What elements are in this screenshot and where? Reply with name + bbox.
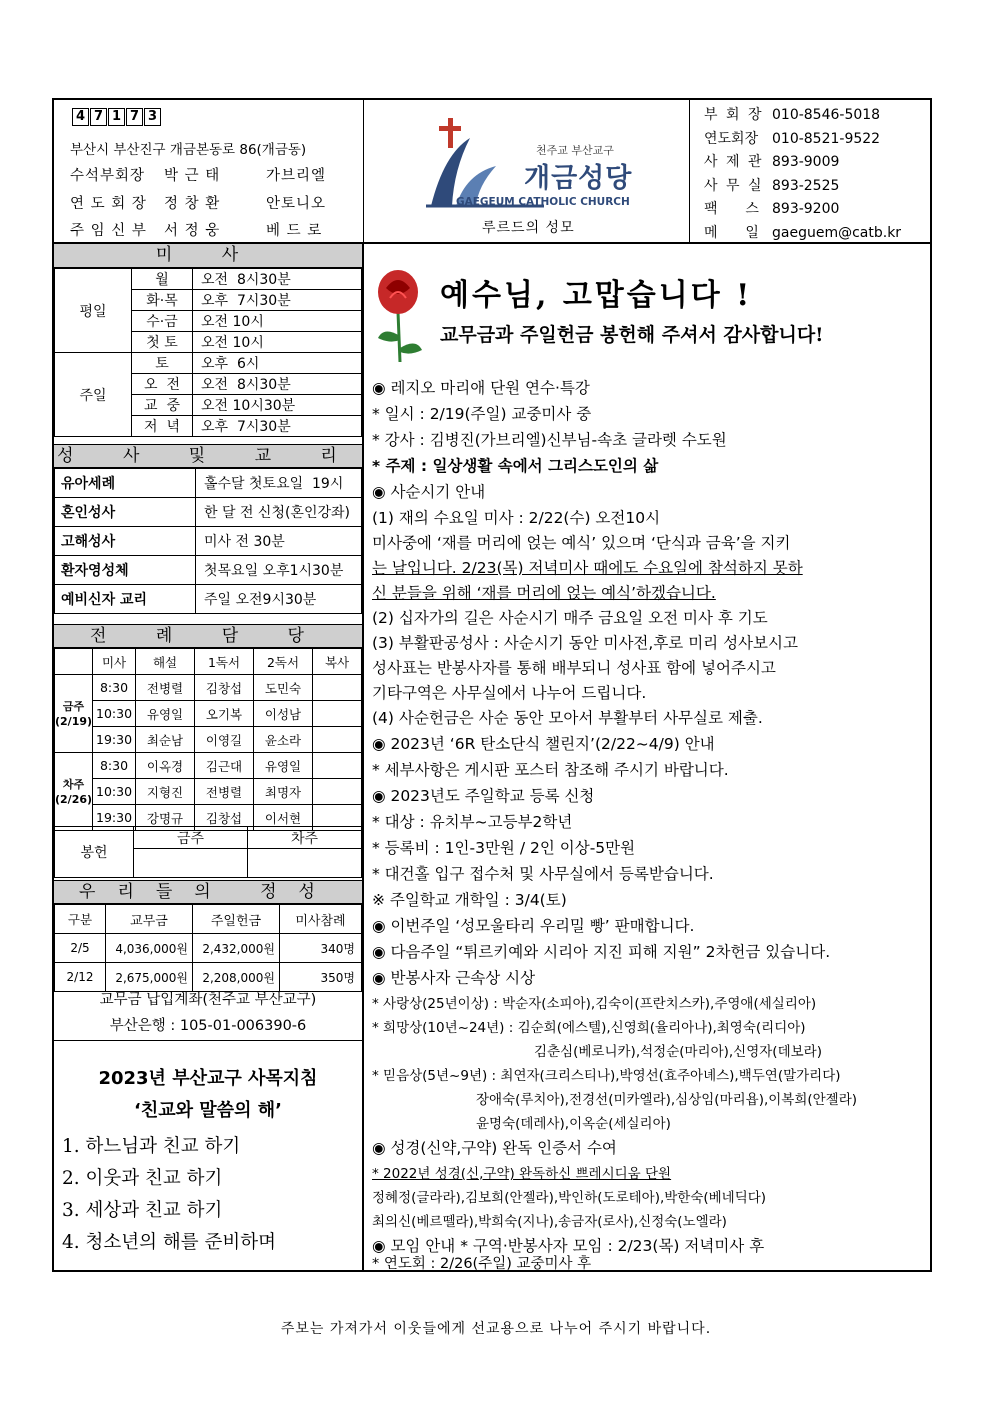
cell-text: 오후 7시30분: [193, 290, 362, 311]
address: 부산시 부산진구 개금본동로 86(개금동): [70, 142, 307, 158]
cell-text: [313, 753, 362, 779]
contact-block: [690, 100, 930, 244]
cell-text: 893-9009: [772, 154, 840, 170]
cell-text: 베 드 로: [266, 223, 323, 239]
contact-row: [704, 151, 839, 171]
cell-text: 2,208,000원: [193, 963, 280, 992]
cell-text: [313, 701, 362, 727]
cell-text: 팩 스: [704, 201, 761, 217]
cell-text: 최명자: [254, 779, 313, 805]
cell-text: 첫목요일 오후1시30분: [196, 556, 362, 585]
cell-text: 사 무 실: [704, 178, 764, 194]
cell-text: 미사: [93, 649, 136, 675]
cell-text: 4,036,000원: [106, 934, 193, 963]
bulletin-page: [52, 98, 932, 1272]
cell-text: 오후 6시: [193, 353, 362, 374]
cell-text: 최순남: [136, 727, 195, 753]
cell-text: 이영길: [195, 727, 254, 753]
cell-text: 토: [132, 353, 193, 374]
cell-text: 2,675,000원: [106, 963, 193, 992]
pastoral-item: 1. 하느님과 친교 하기: [62, 1136, 241, 1157]
notice-line: * 대상 : 유치부~고등부2학년: [372, 813, 573, 831]
officer-row: [70, 164, 326, 185]
cell-text: 메 일: [704, 225, 761, 241]
cell-text: 유영일: [136, 701, 195, 727]
notice-line: * 강사 : 김병진(가브리엘)신부님-속초 글라렛 수도원: [372, 431, 727, 449]
cell-text: 3: [144, 108, 161, 126]
notice-line: ◉ 사순시기 안내: [372, 483, 486, 501]
cell-text: 김근대: [195, 753, 254, 779]
cell-text: 고해성사: [55, 527, 196, 556]
cell-text: 893-2525: [772, 178, 840, 194]
cell-text: 연 도 회 장: [70, 196, 147, 212]
cell-text: 010-8521-9522: [772, 131, 881, 147]
pastoral-item: 2. 이웃과 친교 하기: [62, 1168, 223, 1189]
cell-text: 010-8546-5018: [772, 107, 881, 123]
cell-text: 1독서: [195, 649, 254, 675]
logo-title: 개금성당: [524, 163, 633, 194]
cell-text: 미사참례: [280, 905, 362, 934]
thanks-subheadline: 교무금과 주일헌금 봉헌해 주셔서 감사합니다!: [440, 324, 824, 346]
cell-text: 예비신자 교리: [55, 585, 196, 614]
cell-text: 7: [126, 108, 143, 126]
officer-row: [70, 219, 322, 240]
cell-text: 19:30: [93, 727, 136, 753]
contact-row: [704, 175, 839, 195]
account-line-2: 부산은행 : 105-01-006390-6: [109, 1018, 307, 1034]
mass-table: [54, 268, 362, 437]
notice-line: ◉ 2023년 ‘6R 탄소단식 챌린지’(2/22~4/9) 안내: [372, 735, 715, 753]
cell-text: 주일헌금: [193, 905, 280, 934]
thanks-headline: 예수님, 고맙습니다 !: [440, 278, 753, 313]
liturgy-table: [54, 648, 362, 831]
cell-text: 홀수달 첫토요일 19시: [196, 469, 362, 498]
table-cell: [248, 849, 362, 878]
cell-text: 수·금: [132, 311, 193, 332]
postal-code: [72, 108, 161, 126]
cell-text: 10:30: [93, 701, 136, 727]
notice-line: (4) 사순헌금은 사순 동안 모아서 부활부터 사무실로 제출.: [372, 709, 763, 727]
cell-text: 2/12: [55, 963, 106, 992]
cell-text: 월: [132, 269, 193, 290]
cell-text: 환자영성체: [55, 556, 196, 585]
cell-text: 오후 7시30분: [193, 416, 362, 437]
cell-text: [313, 779, 362, 805]
notice-line: * 믿음상(5년~9년) : 최연자(크리스티나),박영선(효주아녜스),백두연(말가리다): [372, 1068, 841, 1084]
cell-text: 박 근 태: [164, 168, 221, 184]
cell-text: 350명: [280, 963, 362, 992]
cell-text: 이성남: [254, 701, 313, 727]
notice-line: * 연도회 : 2/26(주일) 교중미사 후: [372, 1256, 592, 1272]
cell-text: 4: [72, 108, 89, 126]
shrine-name: 루르드의 성모: [482, 220, 575, 236]
cell-text: 김창섭: [195, 805, 254, 831]
notice-line: ◉ 성경(신약,구약) 완독 인증서 수여: [372, 1139, 617, 1157]
cell-text: 차주 (2/26): [55, 753, 93, 831]
notice-line: 장애숙(루치아),전경선(미카엘라),심상임(마리욥),이복희(안젤라): [476, 1092, 858, 1108]
liturgy-title: 전 례 담 당: [54, 624, 362, 648]
cell-text: 김창섭: [195, 675, 254, 701]
notice-line: 정혜정(글라라),김보희(안젤라),박인하(도로테아),박한숙(베네딕다): [372, 1190, 767, 1206]
contact-row: [704, 128, 880, 148]
cell-text: 오전 10시30분: [193, 395, 362, 416]
cell-text: 서 정 웅: [164, 223, 221, 239]
cell-text: 오전 10시: [193, 311, 362, 332]
cell-text: 10:30: [93, 779, 136, 805]
notice-line: 기타구역은 사무실에서 나누어 드립니다.: [372, 684, 647, 702]
notice-line: * 주제 : 일상생활 속에서 그리스도인의 삶: [372, 457, 659, 475]
cell-text: 2/5: [55, 934, 106, 963]
pastoral-item: 4. 청소년의 해를 준비하며: [62, 1232, 277, 1253]
account-line-1: 교무금 납입계좌(천주교 부산교구): [99, 992, 317, 1008]
cell-text: [313, 727, 362, 753]
cell-text: 미사 전 30분: [196, 527, 362, 556]
cell-text: 주일 오전9시30분: [196, 585, 362, 614]
cell-text: 오기복: [195, 701, 254, 727]
cell-text: 수석부회장: [70, 168, 146, 184]
cell-text: 정 창 환: [164, 196, 221, 212]
officer-row: [70, 192, 326, 213]
cell-text: 교 중: [132, 395, 193, 416]
table-cell: [134, 849, 248, 878]
notice-line: (3) 부활판공성사 : 사순시기 동안 미사전,후로 미리 성사보시고: [372, 634, 798, 652]
notice-line: * 희망상(10년~24년) : 김순희(에스텔),신영희(율리아나),최영숙(리디아): [372, 1020, 806, 1036]
cell-text: 이서현: [254, 805, 313, 831]
cell-text: 금주: [134, 827, 248, 849]
notice-line: 윤명숙(데레사),이옥순(세실리아): [476, 1116, 671, 1132]
contact-row: [704, 198, 839, 218]
notice-line: ◉ 2023년도 주일학교 등록 신청: [372, 787, 595, 805]
cell-text: 화·목: [132, 290, 193, 311]
pastoral-title: 2023년 부산교구 사목지침: [98, 1068, 318, 1089]
cell-text: 해설: [136, 649, 195, 675]
notice-line: ◉ 모임 안내 * 구역·반봉사자 모임 : 2/23(목) 저녁미사 후: [372, 1237, 765, 1255]
cell-text: 구분: [55, 905, 106, 934]
notice-line: * 2022년 성경(신,구약) 완독하신 쁘레시디움 단원: [372, 1166, 672, 1182]
cell-text: 가브리엘: [266, 168, 327, 184]
cell-text: 부 회 장: [704, 107, 764, 123]
pastoral-item: 3. 세상과 친교 하기: [62, 1200, 223, 1221]
cell-text: 19:30: [93, 805, 136, 831]
right-column: [364, 244, 930, 1270]
cell-text: 차주: [248, 827, 362, 849]
notice-line: * 세부사항은 게시판 포스터 참조해 주시기 바랍니다.: [372, 761, 729, 779]
cell-text: 지형진: [136, 779, 195, 805]
cell-text: 안토니오: [266, 196, 327, 212]
cell-text: 2독서: [254, 649, 313, 675]
cell-text: 도민숙: [254, 675, 313, 701]
notice-line: ◉ 이번주일 ‘성모울타리 우리밀 빵’ 판매합니다.: [372, 917, 695, 935]
notice-line: ◉ 다음주일 “튀르키예와 시리아 지진 피해 지원” 2차헌금 있습니다.: [372, 943, 831, 961]
cell-text: 오전 8시30분: [193, 269, 362, 290]
notice-line: ※ 주일학교 개학일 : 3/4(토): [372, 891, 567, 909]
notice-line: * 대건홀 입구 접수처 및 사무실에서 등록받습니다.: [372, 865, 714, 883]
cell-text: 윤소라: [254, 727, 313, 753]
cell-text: 유아세례: [55, 469, 196, 498]
cell-text: 오전 10시: [193, 332, 362, 353]
cell-text: 사 제 관: [704, 154, 764, 170]
cell-text: 8:30: [93, 675, 136, 701]
notice-line: 미사중에 ‘재를 머리에 얹는 예식’ 있으며 ‘단식과 금육’을 지키: [372, 534, 791, 552]
left-column: [54, 244, 364, 1270]
flowers-table: [54, 826, 362, 878]
notice-line: * 등록비 : 1인-3만원 / 2인 이상-5만원: [372, 839, 636, 857]
cell-text: 평일: [55, 269, 132, 353]
logo-subtitle: 천주교 부산교구: [536, 144, 614, 157]
cell-text: 오전 8시30분: [193, 374, 362, 395]
notice-line: 성사표는 반봉사자를 통해 배부되니 성사표 함에 넣어주시고: [372, 659, 776, 677]
offerings-table: [54, 904, 362, 992]
cell-text: 이옥경: [136, 753, 195, 779]
footer-note: 주보는 가져가서 이웃들에게 선교용으로 나누어 주시기 바랍니다.: [280, 1321, 712, 1337]
cell-text: 1: [108, 108, 125, 126]
notice-line: ◉ 레지오 마리애 단원 연수·특강: [372, 379, 590, 397]
cell-text: 혼인성사: [55, 498, 196, 527]
notice-line: 최의신(베르뗄라),박희숙(지나),송금자(로사),신정숙(노엘라): [372, 1214, 727, 1230]
cell-text: 340명: [280, 934, 362, 963]
cell-text: gaeguem@catb.kr: [772, 225, 902, 241]
table-cell: [55, 649, 93, 675]
divider: [54, 1040, 362, 1041]
cell-text: 893-9200: [772, 201, 840, 217]
notice-line: * 사랑상(25년이상) : 박순자(소피아),김숙이(프란치스카),주영애(세실리아): [372, 996, 817, 1012]
cell-text: [313, 675, 362, 701]
notice-line: * 일시 : 2/19(주일) 교중미사 중: [372, 405, 592, 423]
cell-text: 교무금: [106, 905, 193, 934]
cell-text: 복사: [313, 649, 362, 675]
cell-text: 전병렬: [195, 779, 254, 805]
offerings-title: 우리들의 정성: [54, 880, 362, 904]
church-logo-block: [364, 100, 690, 244]
notice-line: (2) 십자가의 길은 사순시기 매주 금요일 오전 미사 후 기도: [372, 609, 768, 627]
cell-text: 유영일: [254, 753, 313, 779]
notice-line: 신 분들을 위해 ‘재를 머리에 얹는 예식’하겠습니다.: [372, 584, 716, 602]
pastoral-subtitle: ‘친교와 말씀의 해’: [134, 1100, 282, 1121]
cell-text: 2,432,000원: [193, 934, 280, 963]
contact-row: [704, 104, 880, 124]
cell-text: 7: [90, 108, 107, 126]
contact-row: [704, 222, 901, 242]
notice-line: 는 날입니다. 2/23(목) 저녁미사 때에도 수요일에 참석하지 못하: [372, 559, 803, 577]
notice-line: 김춘심(베로니카),석정순(마리아),신영자(데보라): [534, 1044, 822, 1060]
sacraments-title: 성 사 및 교 리: [54, 444, 362, 468]
cell-text: 오 전: [132, 374, 193, 395]
cell-text: 주 임 신 부: [70, 223, 147, 239]
cell-text: 한 달 전 신청(혼인강좌): [196, 498, 362, 527]
cell-text: 봉헌: [55, 827, 134, 878]
cell-text: 연도회장: [704, 131, 759, 147]
mass-title: 미 사: [54, 244, 362, 268]
notice-line: (1) 재의 수요일 미사 : 2/22(수) 오전10시: [372, 509, 661, 527]
header-address-block: [54, 100, 364, 244]
cell-text: 강명규: [136, 805, 195, 831]
logo-english: GAEGEUM CATHOLIC CHURCH: [456, 196, 630, 208]
cell-text: 주일: [55, 353, 132, 437]
cell-text: 8:30: [93, 753, 136, 779]
sacraments-table: [54, 468, 362, 614]
cell-text: 저 녁: [132, 416, 193, 437]
cell-text: 금주 (2/19): [55, 675, 93, 753]
notice-line: ◉ 반봉사자 근속상 시상: [372, 969, 536, 987]
cell-text: 전병렬: [136, 675, 195, 701]
rose-icon: [370, 264, 426, 364]
cell-text: 첫 토: [132, 332, 193, 353]
